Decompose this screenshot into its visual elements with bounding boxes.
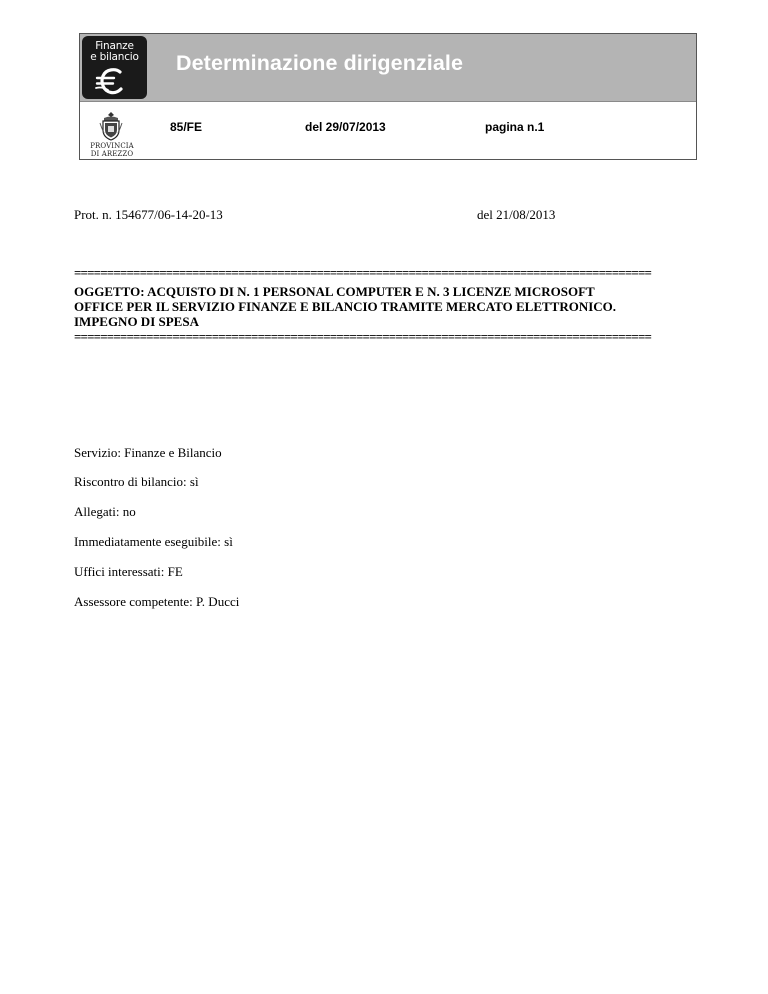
info-offices: Uffici interessati: FE (74, 564, 183, 579)
separator-bottom: ======================================================================================== (74, 330, 652, 344)
crest-icon (99, 111, 123, 141)
subject-line1: OGGETTO: ACQUISTO DI N. 1 PERSONAL COMPUTER E N. 3 LICENZE MICROSOFT (74, 284, 595, 299)
info-attachments: Allegati: no (74, 504, 136, 519)
determination-number: 85/FE (170, 120, 203, 134)
separator-top: ======================================================================================== (74, 266, 652, 280)
crest-caption (82, 142, 142, 158)
header-divider (80, 101, 696, 102)
euro-icon (94, 66, 128, 96)
crest-caption-line2: DI AREZZO (90, 150, 134, 158)
determination-date: del 29/07/2013 (305, 120, 386, 134)
document-header (79, 33, 697, 160)
document-title: Determinazione dirigenziale (176, 51, 464, 75)
info-immediately-executable: Immediatamente eseguibile: sì (74, 534, 233, 549)
info-assessor: Assessore competente: P. Ducci (74, 594, 240, 609)
page-number: pagina n.1 (485, 120, 545, 134)
info-service: Servizio: Finanze e Bilancio (74, 445, 222, 460)
protocol-number: Prot. n. 154677/06-14-20-13 (74, 207, 223, 222)
logo-text-line2: e bilancio (90, 51, 139, 63)
crest-caption-line1: PROVINCIA (90, 142, 134, 150)
subject-line2: OFFICE PER IL SERVIZIO FINANZE E BILANCIO TRAMITE MERCATO ELETTRONICO. (74, 299, 617, 314)
finance-logo (82, 36, 147, 99)
info-budget-check: Riscontro di bilancio: sì (74, 474, 199, 489)
subject-line3: IMPEGNO DI SPESA (74, 314, 199, 329)
logo-text-line1: Finanze (95, 40, 134, 52)
subject-block (74, 284, 694, 329)
protocol-date: del 21/08/2013 (477, 207, 556, 222)
